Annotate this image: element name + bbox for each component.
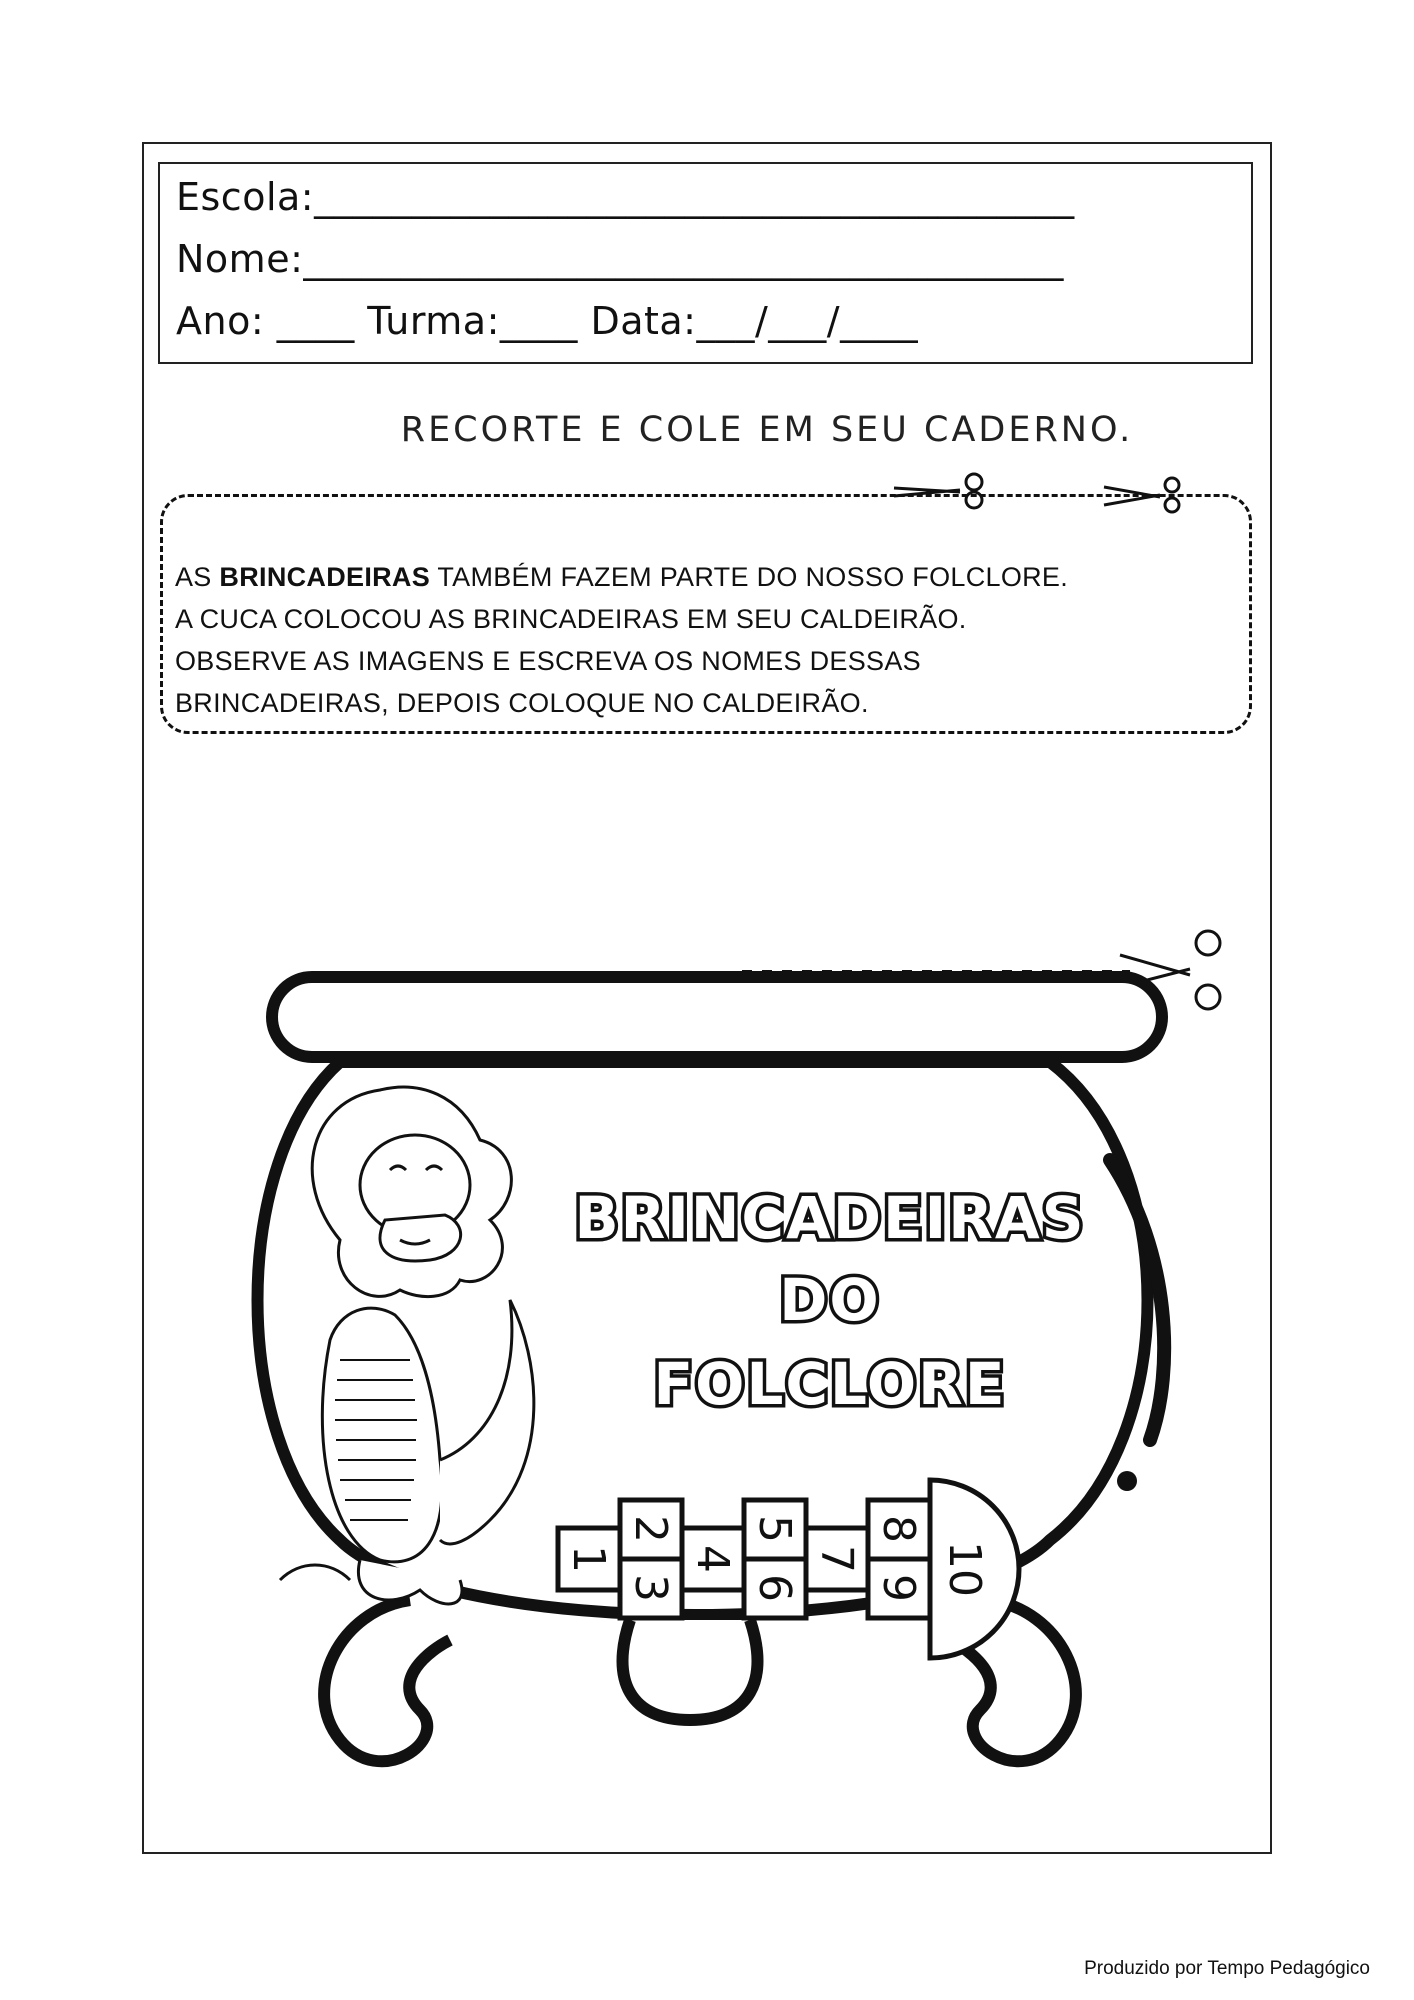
- hop-number-9: 9: [873, 1574, 924, 1602]
- activity-text: [175, 556, 1235, 724]
- cut-paste-instruction: RECORTE E COLE EM SEU CADERNO.: [400, 410, 1134, 450]
- footer-credit: Produzido por Tempo Pedagógico: [1084, 1958, 1370, 1979]
- hop-number-3: 3: [625, 1574, 676, 1602]
- hop-number-2: 2: [625, 1515, 676, 1543]
- cauldron-leg-center: [623, 1620, 758, 1720]
- hop-number-5: 5: [749, 1515, 800, 1543]
- brincadeiras-bold: BRINCADEIRAS: [219, 562, 431, 592]
- title-line-2: DO: [779, 1266, 881, 1334]
- activity-line-1: AS BRINCADEIRAS TAMBÉM FAZEM PARTE DO NOSSO FOLCLORE.: [175, 562, 1069, 592]
- student-info-box: [158, 162, 1253, 364]
- activity-line-4: BRINCADEIRAS, DEPOIS COLOQUE NO CALDEIRÃO.: [175, 688, 869, 718]
- title-line-3: FOLCLORE: [653, 1350, 1007, 1418]
- hop-number-7: 7: [811, 1545, 862, 1573]
- title-line-1: BRINCADEIRAS: [574, 1184, 1086, 1252]
- cauldron-leg-left: [324, 1600, 450, 1761]
- name-field[interactable]: Nome:_______________________________________: [176, 237, 1064, 281]
- hop-number-1: 1: [563, 1545, 614, 1573]
- activity-line-3: OBSERVE AS IMAGENS E ESCREVA OS NOMES DESSAS: [175, 646, 921, 676]
- hop-number-6: 6: [749, 1574, 800, 1602]
- cauldron-rim: [272, 977, 1162, 1057]
- activity-line-2: A CUCA COLOCOU AS BRINCADEIRAS EM SEU CALDEIRÃO.: [175, 604, 967, 634]
- hop-number-4: 4: [687, 1545, 738, 1573]
- hop-number-8: 8: [873, 1515, 924, 1543]
- year-class-date-field[interactable]: Ano: ____ Turma:____ Data:___/___/____: [176, 299, 919, 343]
- cauldron-illustration: [190, 920, 1230, 1860]
- hop-number-10: 10: [939, 1541, 990, 1597]
- school-field[interactable]: Escola:_______________________________________: [176, 175, 1075, 219]
